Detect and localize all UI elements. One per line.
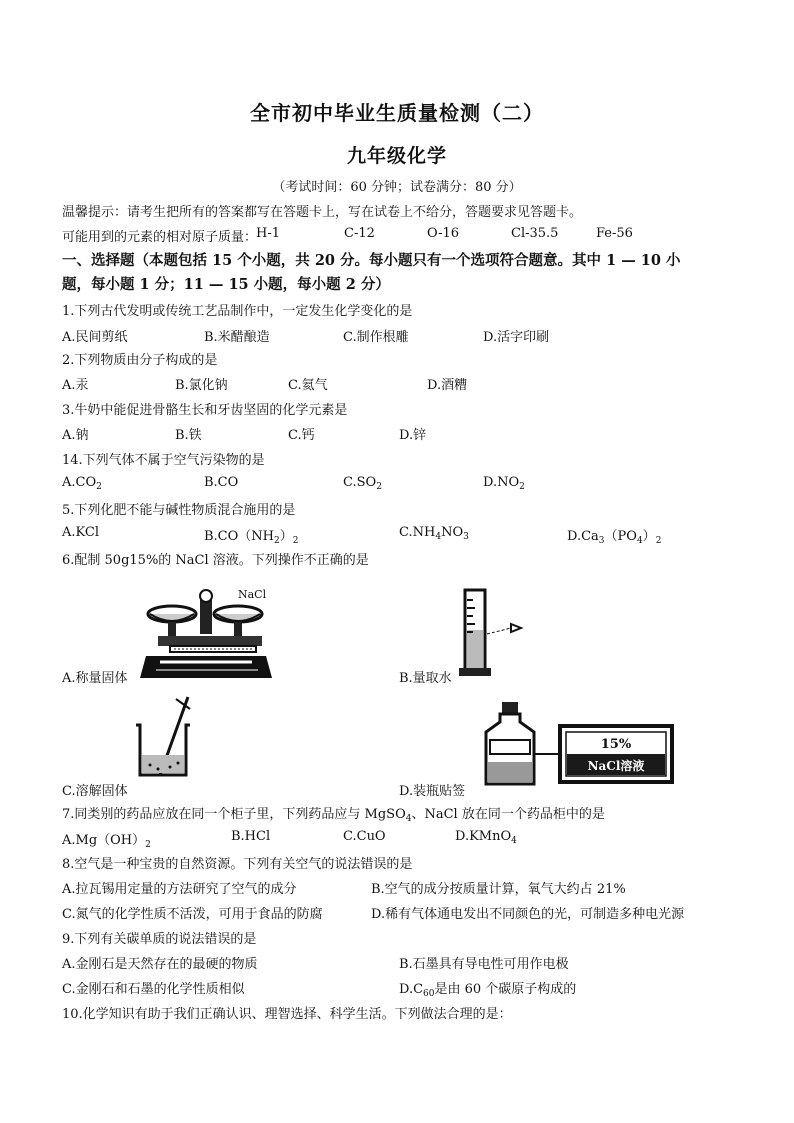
- option-a: A.拉瓦锡用定量的方法研究了空气的成分: [62, 882, 297, 897]
- question-stem: 1.下列古代发明或传统工艺品制作中，一定发生化学变化的是: [62, 304, 413, 319]
- section-heading-line1: 一、选择题（本题包括 15 个小题，共 20 分。每小题只有一个选项符合题意。其中 1 — 10 小: [62, 252, 681, 269]
- option-d: D.装瓶贴签: [399, 784, 466, 799]
- option-c: C.钙: [288, 428, 315, 443]
- option-c: $C.NH_4NO_3$: [399, 525, 469, 542]
- option-a: A.民间剪纸: [62, 330, 128, 345]
- atomic-mass-item: C-12: [344, 226, 375, 241]
- option-b: B.量取水: [399, 671, 452, 686]
- option-c: C.CuO: [343, 829, 386, 844]
- question-stem: 7.同类别的药品应放在同一个柜子里，下列药品应与 MgSO$_4$、NaCl 放在同一个药品柜中的是: [62, 807, 605, 824]
- question-stem: 9.下列有关碳单质的说法错误的是: [62, 932, 257, 947]
- option-d: $D.Ca_3(PO_4)_2$: [567, 529, 662, 546]
- option-c: C.金刚石和石墨的化学性质相似: [62, 982, 245, 997]
- option-d: D.锌: [399, 428, 427, 443]
- option-b: B.石墨具有导电性可用作电极: [399, 957, 569, 972]
- option-a: A.KCl: [62, 525, 99, 540]
- option-b: B.空气的成分按质量计算，氧气大约占 21%: [371, 882, 626, 897]
- option-a: A.钠: [62, 428, 89, 443]
- section-heading-line2: 题，每小题 1 分；11 — 15 小题，每小题 2 分）: [62, 276, 390, 293]
- question-stem: 2.下列物质由分子构成的是: [62, 353, 218, 368]
- option-d: D.稀有气体通电发出不同颜色的光，可制造多种电光源: [371, 907, 685, 922]
- option-b: B.HCl: [231, 829, 271, 844]
- option-d: D.KMnO$_4$: [455, 829, 517, 846]
- option-a: A.金刚石是天然存在的最硬的物质: [62, 957, 258, 972]
- option-c: C.氮气的化学性质不活泼，可用于食品的防腐: [62, 907, 323, 922]
- option-b: $B.CO(NH_2)_2$: [204, 529, 299, 546]
- question-stem: 5.下列化肥不能与碱性物质混合施用的是: [62, 503, 296, 518]
- exam-info: （考试时间：60 分钟；试卷满分：80 分）: [272, 180, 522, 195]
- labeled-bottle-image: [478, 700, 678, 786]
- option-d: D.活字印刷: [483, 330, 550, 345]
- option-d: $D.NO_2$: [483, 475, 525, 492]
- option-a: A.汞: [62, 378, 89, 393]
- option-b: B.米醋酿造: [204, 330, 270, 345]
- question-stem: 14.下列气体不属于空气污染物的是: [62, 453, 265, 468]
- question-stem: 10.化学知识有助于我们正确认识、理智选择、科学生活。下列做法合理的是：: [62, 1007, 512, 1022]
- nacl-image-text: NaCl: [238, 588, 267, 601]
- question-stem: 3.牛奶中能促进骨骼生长和牙齿坚固的化学元素是: [62, 403, 348, 418]
- label-name-text: NaCl溶液: [587, 759, 645, 773]
- beaker-stirring-image: [130, 695, 200, 783]
- option-b: B.氯化钠: [175, 378, 228, 393]
- option-a: A.称量固体: [62, 671, 128, 686]
- atomic-mass-item: Fe-56: [596, 226, 633, 241]
- option-c: C.溶解固体: [62, 784, 128, 799]
- question-stem: 8.空气是一种宝贵的自然资源。下列有关空气的说法错误的是: [62, 857, 413, 872]
- atomic-mass-item: Cl-35.5: [511, 226, 559, 241]
- label-percent-text: 15%: [600, 737, 632, 752]
- question-stem: 6.配制 50g15%的 NaCl 溶液。下列操作不正确的是: [62, 553, 369, 568]
- option-b: B.铁: [175, 428, 202, 443]
- balance-scale-image: [140, 584, 280, 680]
- option-c: C.制作根雕: [343, 330, 409, 345]
- option-b: B.CO: [204, 475, 239, 490]
- atomic-mass-item: O-16: [427, 226, 460, 241]
- option-d: $D.C_{60}$是由 60 个碳原子构成的: [399, 982, 577, 999]
- option-a: $A.Mg(OH)_2$: [62, 833, 151, 850]
- option-d: D.酒糟: [427, 378, 468, 393]
- option-c: $C.SO_2$: [343, 475, 382, 492]
- tip-text: 温馨提示：请考生把所有的答案都写在答题卡上，写在试卷上不给分，答题要求见答题卡。: [62, 205, 583, 220]
- option-c: C.氦气: [288, 378, 328, 393]
- page-title: 全市初中毕业生质量检测（二）: [250, 101, 544, 125]
- page-subtitle: 九年级化学: [346, 145, 447, 167]
- measuring-cylinder-image: [455, 584, 525, 680]
- option-a: $A.CO_2$: [62, 475, 102, 492]
- atomic-mass-label: 可能用到的元素的相对原子质量：: [62, 230, 258, 245]
- atomic-mass-item: H-1: [256, 226, 281, 241]
